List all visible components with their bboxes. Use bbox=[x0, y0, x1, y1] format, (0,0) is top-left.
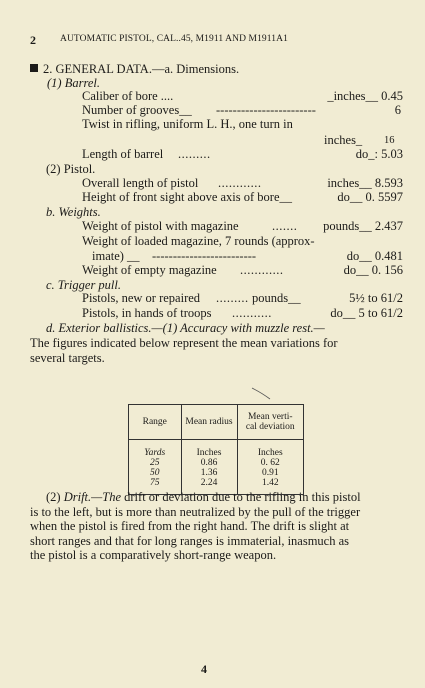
barrel-length-label: Length of barrel bbox=[82, 147, 164, 161]
loaded-magazine-value: do__ 0.481 bbox=[346, 249, 403, 263]
deviation-cell: 0.91 bbox=[237, 468, 304, 478]
running-header: AUTOMATIC PISTOL, CAL..45, M1911 AND M1911A1 bbox=[60, 34, 288, 44]
barrel-heading: (1) Barrel. bbox=[47, 76, 100, 90]
drift-title: Drift.—The bbox=[63, 490, 122, 504]
empty-magazine-label: Weight of empty magazine bbox=[82, 263, 217, 277]
deviation-cell: 0. 62 bbox=[237, 458, 304, 468]
drift-paragraph bbox=[30, 490, 362, 563]
ballistics-table bbox=[128, 404, 304, 495]
trigger-new-value: 5½ to 61/2 bbox=[349, 291, 403, 305]
pencil-mark-icon bbox=[250, 385, 274, 401]
range-cell: 75 bbox=[129, 478, 182, 495]
pistol-heading: (2) Pistol. bbox=[46, 162, 96, 176]
units-radius: Inches bbox=[181, 440, 237, 459]
barrel-length-leader: ......... bbox=[178, 147, 211, 161]
ballistics-heading: d. Exterior ballistics.—(1) Accuracy with muzzle rest.— bbox=[46, 321, 325, 335]
range-cell: 25 bbox=[129, 458, 182, 468]
grooves-label: Number of grooves__ bbox=[82, 103, 192, 117]
footer-page-number: 4 bbox=[201, 662, 207, 676]
trigger-troops-label: Pistols, in hands of troops bbox=[82, 306, 212, 320]
weight-with-magazine-value: pounds__ 2.437 bbox=[323, 219, 403, 233]
table-units-row bbox=[129, 440, 304, 459]
twist-unit: inches_ bbox=[324, 133, 363, 147]
column-header-vertical-deviation: Mean verti- cal deviation bbox=[237, 405, 304, 440]
sight-height-label: Height of front sight above axis of bore__ bbox=[82, 190, 293, 204]
caliber-label: Caliber of bore .... bbox=[82, 89, 174, 103]
empty-magazine-value: do__ 0. 156 bbox=[343, 263, 403, 277]
table-row bbox=[129, 468, 304, 478]
overall-length-label: Overall length of pistol bbox=[82, 176, 199, 190]
units-range: Yards bbox=[129, 440, 182, 459]
loaded-magazine-label: Weight of loaded magazine, 7 rounds (approx- bbox=[82, 234, 315, 248]
loaded-magazine-leader: ------------------------- bbox=[152, 249, 257, 263]
table-header-row bbox=[129, 405, 304, 440]
radius-cell: 1.36 bbox=[181, 468, 237, 478]
loaded-magazine-label-2: imate) __ bbox=[92, 249, 140, 263]
grooves-value: 6 bbox=[394, 103, 401, 117]
overall-length-value: inches__ 8.593 bbox=[327, 176, 403, 190]
empty-magazine-leader: ............ bbox=[240, 263, 284, 277]
weights-heading: b. Weights. bbox=[46, 205, 101, 219]
ballistics-intro: The figures indicated below represent the mean variations for several targets. bbox=[30, 336, 338, 365]
twist-value: 16 bbox=[384, 135, 395, 146]
drift-label: (2) bbox=[46, 490, 64, 504]
overall-length-leader: ............ bbox=[218, 176, 262, 190]
weight-with-magazine-leader: ....... bbox=[272, 219, 298, 233]
radius-cell: 0.86 bbox=[181, 458, 237, 468]
trigger-troops-leader: ........... bbox=[232, 306, 272, 320]
column-header-range: Range bbox=[129, 405, 182, 440]
grooves-leader: ------------------------ bbox=[216, 103, 316, 117]
weight-with-magazine-label: Weight of pistol with magazine bbox=[82, 219, 239, 233]
trigger-pull-heading: c. Trigger pull. bbox=[46, 278, 122, 292]
drift-text: drift or deviation due to the rifling in this pistol is to the left, but is more than neutralized by the pull of the trigger when the pistol is fired from the right hand. The drift is slight at short ranges and that for long ranges is immaterial, inasmuch as the pistol is a comparatively short-range weapon. bbox=[30, 490, 361, 563]
trigger-new-label: Pistols, new or repaired bbox=[82, 291, 201, 305]
units-deviation: Inches bbox=[237, 440, 304, 459]
radius-cell: 2.24 bbox=[181, 478, 237, 495]
twist-label: Twist in rifling, uniform L. H., one turn in bbox=[82, 117, 293, 131]
page-number: 2 bbox=[30, 33, 36, 47]
square-bullet-icon bbox=[30, 64, 38, 72]
caliber-value: _inches__ 0.45 bbox=[327, 89, 403, 103]
sight-height-value: do__ 0. 5597 bbox=[337, 190, 403, 204]
deviation-cell: 1.42 bbox=[237, 478, 304, 495]
table-row bbox=[129, 458, 304, 468]
section-heading: 2. GENERAL DATA.—a. Dimensions. bbox=[43, 62, 240, 76]
column-header-mean-radius: Mean radius bbox=[181, 405, 237, 440]
trigger-new-leader: ......... bbox=[216, 291, 249, 305]
barrel-length-value: do_: 5.03 bbox=[355, 147, 403, 161]
range-cell: 50 bbox=[129, 468, 182, 478]
trigger-troops-value: do__ 5 to 61/2 bbox=[330, 306, 403, 320]
trigger-new-unit: pounds__ bbox=[252, 291, 301, 305]
